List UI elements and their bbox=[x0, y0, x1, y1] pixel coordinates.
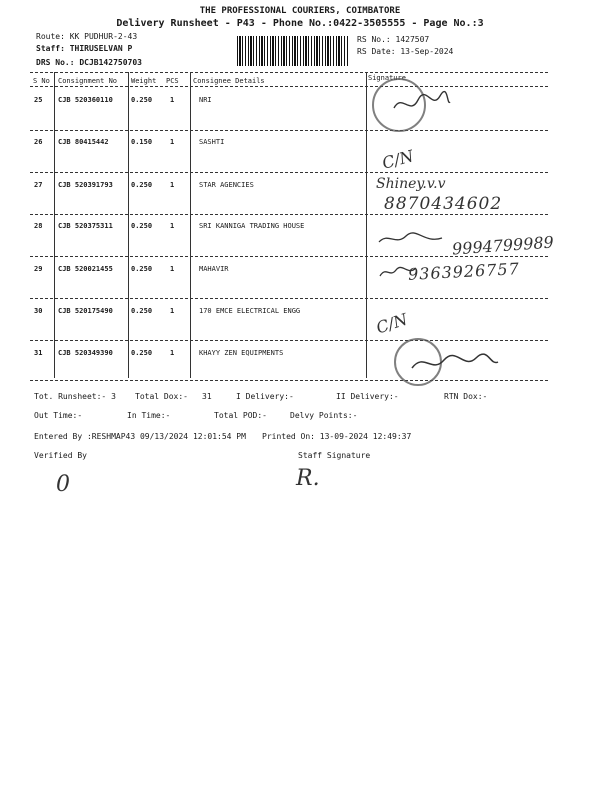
row-separator bbox=[30, 130, 548, 131]
drs-number: DRS No.: DCJB142750703 bbox=[36, 58, 142, 67]
table-bottom-rule bbox=[30, 380, 548, 381]
row-pcs: 1 bbox=[170, 349, 175, 357]
row-consignee: NRI bbox=[199, 96, 212, 104]
column-divider bbox=[128, 72, 129, 378]
out-time: Out Time:- bbox=[34, 411, 83, 420]
row-consignee: 170 EMCE ELECTRICAL ENGG bbox=[199, 307, 301, 315]
signature-scribble bbox=[376, 228, 446, 250]
row-consignment: CJB 80415442 bbox=[58, 138, 109, 146]
route-label: Route: KK PUDHUR-2-43 bbox=[36, 32, 138, 41]
row-consignment: CJB 520391793 bbox=[58, 181, 113, 189]
col-header-pcs: PCS bbox=[166, 77, 179, 85]
column-divider bbox=[54, 72, 55, 378]
row-consignment: CJB 520360110 bbox=[58, 96, 113, 104]
runsheet-subtitle: Delivery Runsheet - P43 - Phone No.:0422-3505555 - Page No.:3 bbox=[116, 18, 484, 29]
handwritten-staff-mark: R. bbox=[296, 466, 320, 491]
row-consignment: CJB 520349390 bbox=[58, 349, 113, 357]
signature-scribble bbox=[410, 350, 500, 376]
row-weight: 0.250 bbox=[131, 181, 153, 189]
signature-scribble bbox=[392, 88, 452, 118]
row-weight: 0.250 bbox=[131, 96, 153, 104]
col-header-signature: Signature bbox=[368, 74, 406, 82]
total-dox-label: Total Dox:- bbox=[135, 392, 188, 401]
col-header-weight: Weight bbox=[131, 77, 157, 85]
printed-on: Printed On: 13-09-2024 12:49:37 bbox=[262, 432, 412, 441]
row-pcs: 1 bbox=[170, 138, 175, 146]
handwritten-phone: 8870434602 bbox=[384, 194, 503, 214]
handwritten-cn: C/N bbox=[380, 146, 416, 173]
row-separator bbox=[30, 172, 548, 173]
row-sno: 27 bbox=[34, 181, 43, 189]
row-pcs: 1 bbox=[170, 265, 175, 273]
delvy-points: Delvy Points:- bbox=[290, 411, 358, 420]
row-pcs: 1 bbox=[170, 96, 175, 104]
row-consignment: CJB 520375311 bbox=[58, 222, 113, 230]
i-delivery: I Delivery:- bbox=[236, 392, 294, 401]
barcode bbox=[237, 36, 348, 66]
in-time: In Time:- bbox=[127, 411, 171, 420]
rtn-dox: RTN Dox:- bbox=[444, 392, 488, 401]
col-header-sno: S No bbox=[33, 77, 50, 85]
rs-date: RS Date: 13-Sep-2024 bbox=[357, 47, 454, 56]
column-divider bbox=[190, 72, 191, 378]
col-header-consignee: Consignee Details bbox=[193, 77, 265, 85]
total-pod: Total POD:- bbox=[214, 411, 267, 420]
row-separator bbox=[30, 214, 548, 215]
row-consignee: MAHAVIR bbox=[199, 265, 229, 273]
row-consignee: SRI KANNIGA TRADING HOUSE bbox=[199, 222, 305, 230]
row-weight: 0.150 bbox=[131, 138, 153, 146]
handwritten-name: Shiney.v.v bbox=[376, 176, 446, 192]
row-sno: 31 bbox=[34, 349, 43, 357]
row-sno: 30 bbox=[34, 307, 43, 315]
row-consignment: CJB 520175490 bbox=[58, 307, 113, 315]
ii-delivery: II Delivery:- bbox=[336, 392, 399, 401]
staff-signature: Staff Signature bbox=[298, 451, 371, 460]
row-sno: 29 bbox=[34, 265, 43, 273]
row-pcs: 1 bbox=[170, 222, 175, 230]
row-separator bbox=[30, 298, 548, 299]
row-separator bbox=[30, 340, 548, 341]
handwritten-verified-mark: 0 bbox=[56, 472, 70, 497]
row-weight: 0.250 bbox=[131, 222, 153, 230]
handwritten-phone: 9994799989 bbox=[451, 232, 555, 259]
row-consignee: KHAYY ZEN EQUIPMENTS bbox=[199, 349, 284, 357]
row-consignee: STAR AGENCIES bbox=[199, 181, 254, 189]
row-weight: 0.250 bbox=[131, 349, 153, 357]
rs-number: RS No.: 1427507 bbox=[357, 35, 430, 44]
row-consignee: SASHTI bbox=[199, 138, 225, 146]
total-dox-value: 31 bbox=[202, 392, 212, 401]
handwritten-phone: 9363926757 bbox=[407, 259, 521, 284]
column-divider bbox=[366, 72, 367, 378]
handwritten-cn: C/N bbox=[373, 309, 410, 338]
col-header-consignment: Consignment No bbox=[58, 77, 118, 85]
company-title: THE PROFESSIONAL COURIERS, COIMBATORE bbox=[199, 6, 401, 16]
row-consignment: CJB 520021455 bbox=[58, 265, 113, 273]
row-sno: 25 bbox=[34, 96, 43, 104]
row-weight: 0.250 bbox=[131, 307, 153, 315]
row-pcs: 1 bbox=[170, 181, 175, 189]
staff-label: Staff: THIRUSELVAN P bbox=[36, 44, 133, 53]
entered-by: Entered By :RESHMAP43 09/13/2024 12:01:54 PM bbox=[34, 432, 246, 441]
row-pcs: 1 bbox=[170, 307, 175, 315]
row-sno: 28 bbox=[34, 222, 43, 230]
row-sno: 26 bbox=[34, 138, 43, 146]
row-weight: 0.250 bbox=[131, 265, 153, 273]
table-top-rule bbox=[30, 72, 548, 73]
table-header-rule bbox=[30, 86, 548, 87]
verified-by: Verified By bbox=[34, 451, 87, 460]
tot-runsheet: Tot. Runsheet:- 3 bbox=[34, 392, 116, 401]
